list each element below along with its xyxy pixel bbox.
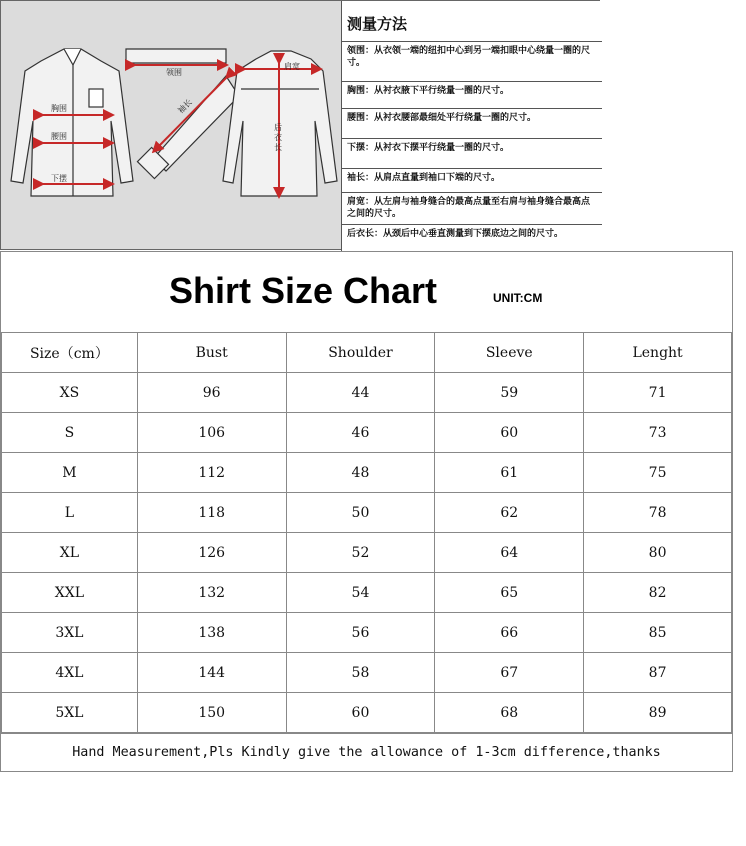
legend-row-back-length: 后衣长：从颈后中心垂直测量到下摆底边之间的尺寸。 xyxy=(342,224,602,251)
size-cell: XXL xyxy=(2,573,138,613)
bust-cell: 132 xyxy=(137,573,286,613)
bust-cell: 112 xyxy=(137,453,286,493)
size-cell: M xyxy=(2,453,138,493)
table-row xyxy=(2,613,732,653)
column-header: Size（cm） xyxy=(2,333,138,373)
sleeve-cell: 61 xyxy=(435,453,584,493)
size-cell: L xyxy=(2,493,138,533)
size-cell: XL xyxy=(2,533,138,573)
measurement-legend xyxy=(341,1,601,251)
length-cell: 87 xyxy=(584,653,732,693)
chart-header xyxy=(1,252,732,333)
shirt-diagram xyxy=(1,1,341,251)
shoulder-cell: 50 xyxy=(286,493,435,533)
table-row xyxy=(2,653,732,693)
sleeve-cell: 64 xyxy=(435,533,584,573)
bust-cell: 118 xyxy=(137,493,286,533)
length-cell: 89 xyxy=(584,693,732,733)
front-shirt-drawing xyxy=(11,49,133,196)
shoulder-cell: 48 xyxy=(286,453,435,493)
shoulder-cell: 52 xyxy=(286,533,435,573)
shoulder-cell: 56 xyxy=(286,613,435,653)
collar-drawing xyxy=(126,49,226,63)
shoulder-cell: 46 xyxy=(286,413,435,453)
size-cell: 4XL xyxy=(2,653,138,693)
bust-cell: 96 xyxy=(137,373,286,413)
sleeve-cell: 60 xyxy=(435,413,584,453)
legend-row-collar: 领围：从衣领一端的纽扣中心到另一端扣眼中心绕量一圈的尺寸。 xyxy=(342,41,602,81)
length-cell: 82 xyxy=(584,573,732,613)
waist-label: 腰围 xyxy=(51,132,67,141)
bust-cell: 106 xyxy=(137,413,286,453)
table-row xyxy=(2,453,732,493)
size-cell: XS xyxy=(2,373,138,413)
sleeve-cell: 59 xyxy=(435,373,584,413)
chest-label: 胸围 xyxy=(51,104,67,113)
table-header-row xyxy=(2,333,732,373)
column-header: Lenght xyxy=(584,333,732,373)
bust-cell: 138 xyxy=(137,613,286,653)
length-cell: 85 xyxy=(584,613,732,653)
size-cell: S xyxy=(2,413,138,453)
bust-cell: 150 xyxy=(137,693,286,733)
length-cell: 80 xyxy=(584,533,732,573)
legend-row-hem: 下摆：从衬衣下摆平行绕量一圈的尺寸。 xyxy=(342,138,602,168)
length-cell: 78 xyxy=(584,493,732,533)
measurement-illustration xyxy=(0,0,600,250)
sleeve-cell: 66 xyxy=(435,613,584,653)
column-header: Sleeve xyxy=(435,333,584,373)
column-header: Bust xyxy=(137,333,286,373)
shoulder-cell: 60 xyxy=(286,693,435,733)
sleeve-cell: 67 xyxy=(435,653,584,693)
shoulder-cell: 58 xyxy=(286,653,435,693)
size-cell: 3XL xyxy=(2,613,138,653)
legend-row-shoulder: 肩宽：从左肩与袖身缝合的最高点量至右肩与袖身缝合最高点之间的尺寸。 xyxy=(342,192,602,224)
size-cell: 5XL xyxy=(2,693,138,733)
chart-title: Shirt Size Chart xyxy=(169,270,438,311)
bust-cell: 144 xyxy=(137,653,286,693)
table-row xyxy=(2,493,732,533)
shoulder-cell: 54 xyxy=(286,573,435,613)
hem-label: 下摆 xyxy=(51,174,67,183)
legend-row-chest: 胸围：从衬衣腋下平行绕量一圈的尺寸。 xyxy=(342,81,602,108)
size-chart xyxy=(0,251,733,772)
measurement-note: Hand Measurement,Pls Kindly give the allowance of 1-3cm difference,thanks xyxy=(1,733,732,772)
length-cell: 75 xyxy=(584,453,732,493)
back-length-label: 后衣长 xyxy=(274,123,282,152)
chart-unit: UNIT:CM xyxy=(493,291,543,305)
legend-title: 测量方法 xyxy=(347,15,408,33)
table-row xyxy=(2,533,732,573)
length-cell: 73 xyxy=(584,413,732,453)
sleeve-cell: 65 xyxy=(435,573,584,613)
legend-row-waist: 腰围：从衬衣腰部最细处平行绕量一圈的尺寸。 xyxy=(342,108,602,138)
sleeve-cell: 62 xyxy=(435,493,584,533)
size-table xyxy=(1,332,732,733)
collar-label: 领围 xyxy=(166,68,182,77)
sleeve-label: 袖长 xyxy=(176,97,194,116)
table-row xyxy=(2,573,732,613)
table-row xyxy=(2,373,732,413)
sleeve-cell: 68 xyxy=(435,693,584,733)
bust-cell: 126 xyxy=(137,533,286,573)
table-row xyxy=(2,413,732,453)
column-header: Shoulder xyxy=(286,333,435,373)
legend-row-sleeve: 袖长：从肩点直量到袖口下端的尺寸。 xyxy=(342,168,602,192)
shoulder-label: 肩宽 xyxy=(284,62,300,71)
length-cell: 71 xyxy=(584,373,732,413)
table-row xyxy=(2,693,732,733)
sleeve-drawing xyxy=(137,76,239,179)
shoulder-cell: 44 xyxy=(286,373,435,413)
